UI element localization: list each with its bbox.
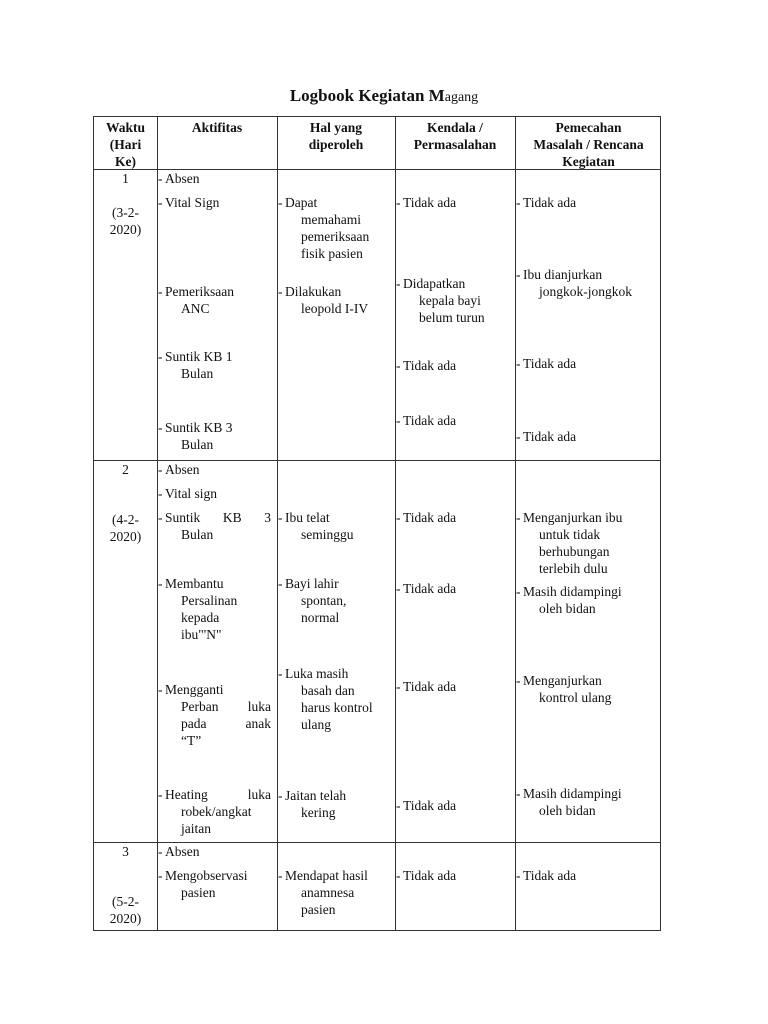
bullet-dash: - [278, 284, 283, 299]
kendala-text: kepala bayi [419, 293, 481, 308]
header-line: Kendala / [427, 120, 483, 135]
aktifitas-text: Mengobservasi [165, 868, 248, 883]
pemecahan-text: jongkok-jongkok [539, 284, 632, 299]
hal-text: pemeriksaan [301, 229, 370, 244]
aktifitas-text: Absen [165, 844, 200, 859]
header-line: Aktifitas [191, 120, 243, 135]
day-date: (4-2- [112, 512, 139, 527]
hal-text: basah dan [301, 683, 355, 698]
aktifitas-text: pasien [181, 885, 216, 900]
header-line: Pemecahan [555, 120, 622, 135]
hal-text: Dapat [285, 195, 318, 210]
pemecahan-text: Ibu dianjurkan [523, 267, 603, 282]
header-hal-yang-diperoleh [277, 119, 395, 153]
hal-text: memahami [301, 212, 361, 227]
kendala-text: Tidak ada [403, 413, 457, 428]
header-waktu [94, 119, 157, 170]
bullet-dash: - [278, 666, 283, 681]
header-line: Kegiatan [562, 154, 615, 169]
bullet-dash: - [158, 682, 163, 697]
aktifitas-text [181, 698, 271, 715]
aktifitas-text: ANC [181, 301, 210, 316]
aktifitas-text: Vital Sign [165, 195, 220, 210]
aktifitas-text: Suntik KB 1 [165, 349, 233, 364]
bullet-dash: - [278, 510, 283, 525]
bullet-dash: - [158, 510, 163, 525]
hal-text: leopold I-IV [301, 301, 369, 316]
day-date: 2020) [109, 911, 142, 926]
aktifitas-text: Persalinan [181, 593, 238, 608]
hal-text: spontan, [301, 593, 347, 608]
hal-text: anamnesa [301, 885, 355, 900]
pemecahan-text: berhubungan [539, 544, 610, 559]
day-date: 2020) [109, 222, 142, 237]
day-number: 2 [122, 462, 129, 477]
bullet-dash: - [396, 798, 401, 813]
header-line: (Hari [109, 137, 142, 152]
bullet-dash: - [516, 786, 521, 801]
aktifitas-text: Pemeriksaan [165, 284, 234, 299]
aktifitas-text [165, 786, 271, 803]
kendala-text: Tidak ada [403, 195, 457, 210]
header-line: Permasalahan [413, 137, 497, 152]
kendala-text: Tidak ada [403, 868, 457, 883]
hal-text: fisik pasien [301, 246, 363, 261]
pemecahan-text: oleh bidan [539, 601, 596, 616]
kendala-text: Tidak ada [403, 679, 457, 694]
hal-text: ulang [301, 717, 331, 732]
bullet-dash: - [278, 576, 283, 591]
aktifitas-text: robek/angkat [181, 804, 252, 819]
kendala-text: Tidak ada [403, 358, 457, 373]
bullet-dash: - [396, 581, 401, 596]
word: luka [247, 699, 271, 714]
hal-text: harus kontrol [301, 700, 373, 715]
word: anak [245, 716, 271, 731]
page-title: Logbook Kegiatan Magang [289, 86, 479, 105]
word: KB [222, 510, 242, 525]
bullet-dash: - [158, 349, 163, 364]
aktifitas-text: Bulan [181, 366, 214, 381]
bullet-dash: - [158, 486, 163, 501]
logbook-table [93, 116, 661, 931]
header-line: Waktu [105, 120, 146, 135]
aktifitas-text: Suntik KB 3 [165, 420, 233, 435]
aktifitas-text: kepada [181, 610, 220, 625]
aktifitas-text: Membantu [165, 576, 224, 591]
day-date: 2020) [109, 529, 142, 544]
hal-text: Mendapat hasil [285, 868, 368, 883]
kendala-text: Didapatkan [403, 276, 466, 291]
pemecahan-text: oleh bidan [539, 803, 596, 818]
kendala-text: Tidak ada [403, 581, 457, 596]
aktifitas-text: Absen [165, 462, 200, 477]
pemecahan-text: Masih didampingi [523, 786, 622, 801]
header-aktifitas [157, 119, 277, 136]
bullet-dash: - [516, 356, 521, 371]
pemecahan-text: Menganjurkan ibu [523, 510, 623, 525]
bullet-dash: - [278, 195, 283, 210]
bullet-dash: - [396, 276, 401, 291]
bullet-dash: - [516, 510, 521, 525]
hal-text: Jaitan telah [285, 788, 347, 803]
bullet-dash: - [396, 679, 401, 694]
day-number: 3 [122, 844, 129, 859]
day-date: (3-2- [112, 205, 139, 220]
pemecahan-text: Tidak ada [523, 429, 577, 444]
bullet-dash: - [516, 584, 521, 599]
bullet-dash: - [158, 576, 163, 591]
aktifitas-text: “T” [181, 733, 202, 748]
bullet-dash: - [396, 413, 401, 428]
aktifitas-text: Absen [165, 171, 200, 186]
header-line: Masalah / Rencana [533, 137, 644, 152]
header-line: diperoleh [308, 137, 364, 152]
bullet-dash: - [396, 195, 401, 210]
day-date: (5-2- [112, 894, 139, 909]
pemecahan-text: Menganjurkan [523, 673, 602, 688]
header-line: Hal yang [309, 120, 363, 135]
hal-text: pasien [301, 902, 336, 917]
word: Heating [165, 787, 208, 802]
aktifitas-text [181, 715, 271, 732]
pemecahan-text: Tidak ada [523, 195, 577, 210]
bullet-dash: - [158, 171, 163, 186]
day-number: 1 [122, 171, 129, 186]
pemecahan-text: untuk tidak [539, 527, 601, 542]
bullet-dash: - [158, 868, 163, 883]
pemecahan-text: Tidak ada [523, 868, 577, 883]
bullet-dash: - [516, 267, 521, 282]
hal-text: Luka masih [285, 666, 349, 681]
bullet-dash: - [278, 868, 283, 883]
header-pemecahan [515, 119, 662, 170]
aktifitas-text: Vital sign [165, 486, 218, 501]
kendala-text: belum turun [419, 310, 485, 325]
aktifitas-text: ibu"'N" [181, 627, 222, 642]
bullet-dash: - [396, 868, 401, 883]
bullet-dash: - [396, 510, 401, 525]
hal-text: normal [301, 610, 340, 625]
bullet-dash: - [158, 195, 163, 210]
bullet-dash: - [516, 429, 521, 444]
pemecahan-text: terlebih dulu [539, 561, 608, 576]
bullet-dash: - [278, 788, 283, 803]
aktifitas-text [165, 509, 271, 526]
hal-text: Ibu telat [285, 510, 330, 525]
hal-text: seminggu [301, 527, 354, 542]
word: Perban [181, 699, 219, 714]
hal-text: Dilakukan [285, 284, 342, 299]
aktifitas-text: Bulan [181, 437, 214, 452]
header-line: Ke) [115, 154, 136, 169]
bullet-dash: - [516, 673, 521, 688]
aktifitas-text: jaitan [181, 821, 211, 836]
bullet-dash: - [158, 844, 163, 859]
pemecahan-text: Masih didampingi [523, 584, 622, 599]
hal-text: kering [301, 805, 336, 820]
pemecahan-text: Tidak ada [523, 356, 577, 371]
word: luka [247, 787, 271, 802]
bullet-dash: - [158, 284, 163, 299]
word: Suntik [165, 510, 201, 525]
bullet-dash: - [396, 358, 401, 373]
bullet-dash: - [516, 868, 521, 883]
aktifitas-text: Mengganti [165, 682, 224, 697]
pemecahan-text: kontrol ulang [539, 690, 612, 705]
bullet-dash: - [158, 462, 163, 477]
bullet-dash: - [158, 787, 163, 802]
word: pada [181, 716, 207, 731]
hal-text: Bayi lahir [285, 576, 339, 591]
bullet-dash: - [158, 420, 163, 435]
kendala-text: Tidak ada [403, 798, 457, 813]
header-kendala [395, 119, 515, 153]
word: 3 [264, 510, 271, 525]
kendala-text: Tidak ada [403, 510, 457, 525]
aktifitas-text: Bulan [181, 527, 214, 542]
bullet-dash: - [516, 195, 521, 210]
